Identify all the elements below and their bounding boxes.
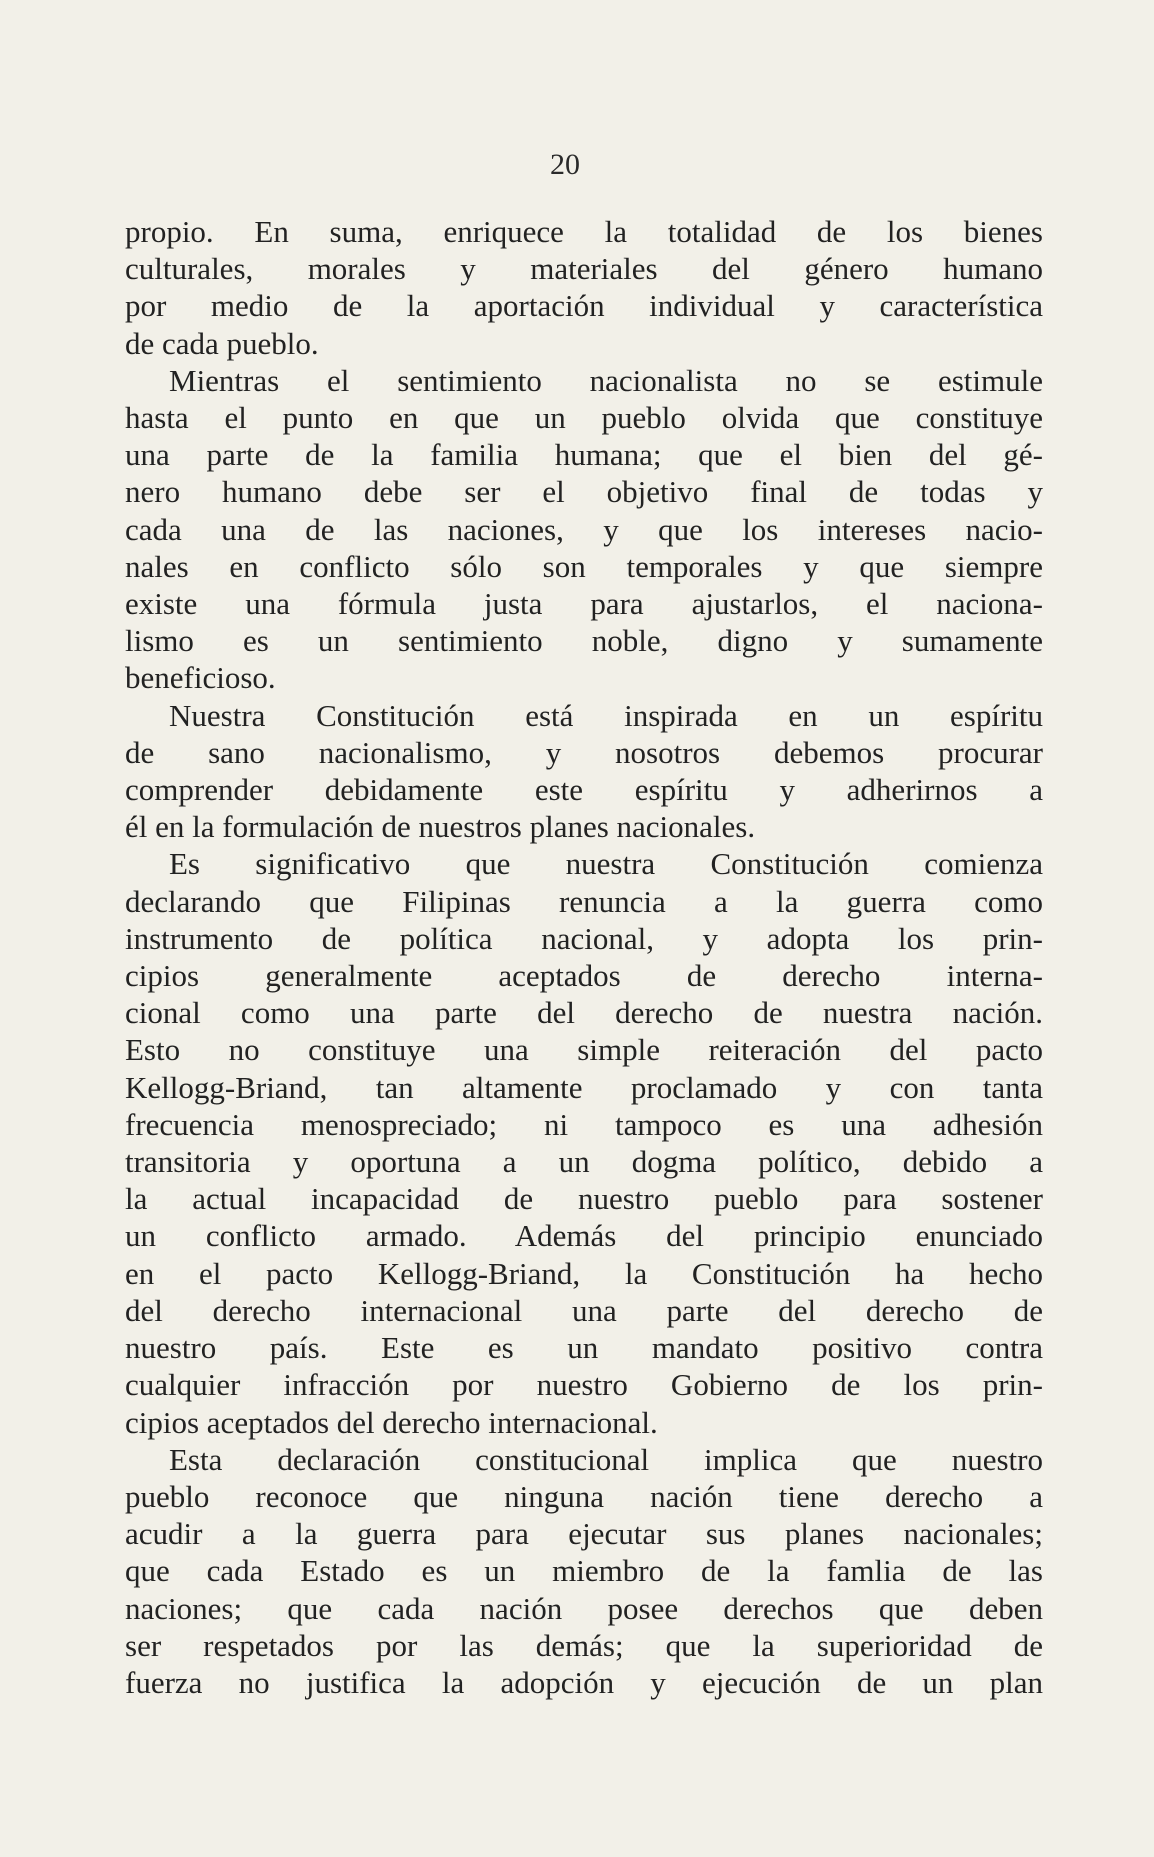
text-line: cional como una parte del derecho de nuestra nación. bbox=[125, 995, 1043, 1031]
text-line: existe una fórmula justa para ajustarlos, el naciona- bbox=[125, 586, 1043, 622]
text-line: acudir a la guerra para ejecutar sus planes nacionales; bbox=[125, 1516, 1043, 1552]
text-line: nales en conflicto sólo son temporales y que siempre bbox=[125, 548, 1043, 584]
text-line: naciones; que cada nación posee derechos que deben bbox=[125, 1590, 1043, 1626]
text-line: instrumento de política nacional, y adopta los prin- bbox=[125, 920, 1043, 956]
text-line: beneficioso. bbox=[125, 660, 276, 696]
text-line: Esto no constituye una simple reiteración del pacto bbox=[125, 1032, 1043, 1068]
text-line: un conflicto armado. Además del principio enunciado bbox=[125, 1218, 1043, 1254]
text-line: frecuencia menospreciado; ni tampoco es una adhesión bbox=[125, 1106, 1043, 1142]
text-line: cipios generalmente aceptados de derecho interna- bbox=[125, 958, 1043, 994]
text-line: por medio de la aportación individual y característica bbox=[125, 288, 1043, 324]
text-line: ser respetados por las demás; que la superioridad de bbox=[125, 1627, 1043, 1663]
text-line: lismo es un sentimiento noble, digno y sumamente bbox=[125, 623, 1043, 659]
text-line: una parte de la familia humana; que el bien del gé- bbox=[125, 437, 1043, 473]
text-line: culturales, morales y materiales del género humano bbox=[125, 251, 1043, 287]
text-line: comprender debidamente este espíritu y adherirnos a bbox=[125, 772, 1043, 808]
text-line: hasta el punto en que un pueblo olvida que constituye bbox=[125, 400, 1043, 436]
text-line: fuerza no justifica la adopción y ejecución de un plan bbox=[125, 1664, 1043, 1700]
text-line: Esta declaración constitucional implica que nuestro bbox=[169, 1441, 1043, 1477]
paragraph-2 bbox=[125, 362, 1043, 697]
paragraph-4 bbox=[125, 845, 1043, 1440]
text-line: pueblo reconoce que ninguna nación tiene derecho a bbox=[125, 1478, 1043, 1514]
text-line: cada una de las naciones, y que los intereses nacio- bbox=[125, 511, 1043, 547]
text-line: propio. En suma, enriquece la totalidad de los bienes bbox=[125, 214, 1043, 249]
text-line: Es significativo que nuestra Constitución comienza bbox=[169, 846, 1043, 882]
text-line: nero humano debe ser el objetivo final de todas y bbox=[125, 474, 1043, 510]
text-line: Nuestra Constitución está inspirada en un espíritu bbox=[169, 697, 1043, 733]
text-line: declarando que Filipinas renuncia a la guerra como bbox=[125, 883, 1043, 919]
paragraph-5 bbox=[125, 1441, 1043, 1701]
text-line: de cada pueblo. bbox=[125, 325, 319, 361]
text-line: del derecho internacional una parte del derecho de bbox=[125, 1292, 1043, 1328]
text-line: transitoria y oportuna a un dogma político, debido a bbox=[125, 1144, 1043, 1180]
text-line: Mientras el sentimiento nacionalista no se estimule bbox=[169, 362, 1043, 398]
text-line: cualquier infracción por nuestro Gobierno de los prin- bbox=[125, 1367, 1043, 1403]
paragraph-3 bbox=[125, 697, 1043, 846]
page-number: 20 bbox=[550, 148, 580, 181]
text-line: de sano nacionalismo, y nosotros debemos procurar bbox=[125, 734, 1043, 770]
text-line: que cada Estado es un miembro de la famlia de las bbox=[125, 1553, 1043, 1589]
text-line: él en la formulación de nuestros planes nacionales. bbox=[125, 809, 756, 845]
text-line: cipios aceptados del derecho internacional. bbox=[125, 1404, 658, 1440]
body-text bbox=[125, 213, 1043, 1701]
text-line: la actual incapacidad de nuestro pueblo para sostener bbox=[125, 1181, 1043, 1217]
paragraph-1 bbox=[125, 213, 1043, 362]
text-line: en el pacto Kellogg-Briand, la Constitución ha hecho bbox=[125, 1255, 1043, 1291]
text-line: nuestro país. Este es un mandato positivo contra bbox=[125, 1330, 1043, 1366]
text-line: Kellogg-Briand, tan altamente proclamado y con tanta bbox=[125, 1069, 1043, 1105]
